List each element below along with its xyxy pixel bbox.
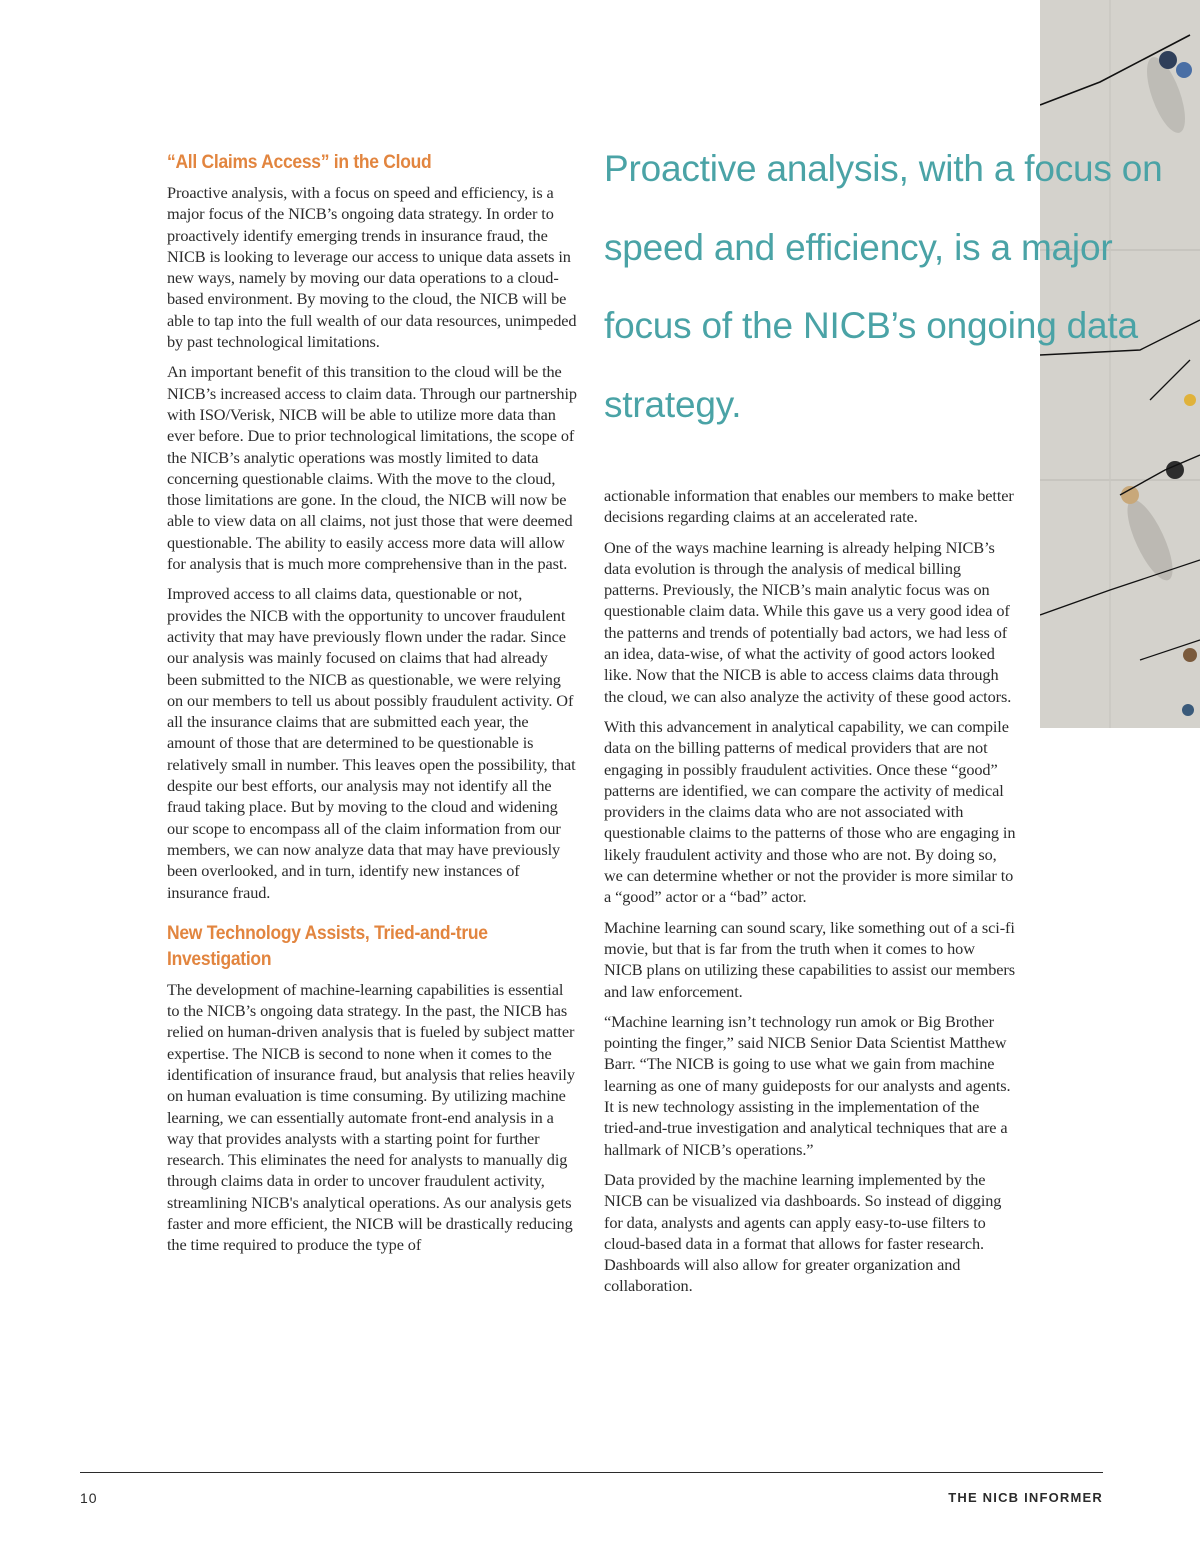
body-paragraph: Data provided by the machine learning implemented by the NICB can be visualized via dashboards. So instead of digging for data, analysts and agents can apply easy-to-use filters to cloud-based data in a format that allows for faster research. Dashboards will also allow for greater organization and collaboration. xyxy=(604,1169,1002,1296)
pull-quote: Proactive analysis, with a focus on speed and efficiency, is a major focus of the NICB’s ongoing data strategy. xyxy=(604,148,1163,425)
body-paragraph: “Machine learning isn’t technology run amok or Big Brother pointing the finger,” said NICB Senior Data Scientist Matthew Barr. “The NICB is going to use what we gain from machine learning as one of many guideposts for our analysts and agents. It is new technology assisting in the implementation of the tried-and-true investigation and analytical techniques that are a hallmark of NICB’s operations.” xyxy=(604,1011,1011,1159)
body-paragraph: The development of machine-learning capabilities is essential to the NICB’s ongoing data strategy. In the past, the NICB has relied on human-driven analysis that is fueled by subject matter expertise. The NICB is second to none when it comes to the identification of insurance fraud, but analysis that relies heavily on human evaluation is time consuming. By utilizing machine learning, we can essentially automate front-end analysis in a way that provides analysts with a starting point for further research. This eliminates the need for analysts to manually dig through claims data in order to uncover fraudulent activity, streamlining NICB's analytical operations. As our analysis gets faster and more efficient, the NICB will be drastically reducing the time required to produce the type of xyxy=(167,979,575,1255)
body-paragraph: An important benefit of this transition to the cloud will be the NICB’s increased access to claim data. Through our partnership with ISO/Verisk, NICB will be able to utilize more data than ever before. Due to prior technological limitations, the scope of the NICB’s analytic operations was mostly limited to data concerning questionable claims. With the move to the cloud, those limitations are gone. In the cloud, the NICB will now be able to view data on all claims, not just those that were deemed questionable. The ability to easily access more data will allow for analysis that is much more comprehensive than in the past. xyxy=(167,362,577,574)
right-column xyxy=(604,485,1016,1306)
publication-name: THE NICB INFORMER xyxy=(948,1490,1103,1505)
page-number: 10 xyxy=(80,1490,98,1506)
body-paragraph: With this advancement in analytical capability, we can compile data on the billing patterns of medical providers that are not engaging in possibly fraudulent activities. Once these “good” patterns are identified, we can compare the activity of medical providers in the claims data who are not associated with questionable claims to the patterns of those who are engaging in likely fraudulent activity and those who are not. By doing so, we can determine whether or not the provider is more similar to a “good” actor or a “bad” actor. xyxy=(604,716,1016,907)
body-paragraph: One of the ways machine learning is already helping NICB’s data evolution is through the analysis of medical billing patterns. Previously, the NICB’s main analytic focus was on questionable claim data. While this gave us a very good idea of the patterns and trends of potentially bad actors, we had less of an idea, data-wise, of what the activity of good actors looked like. Now that the NICB is able to access claims data through the cloud, we can also analyze the activity of these good actors. xyxy=(604,537,1012,706)
section-heading: New Technology Assists, Tried-and-true Investigation xyxy=(167,922,488,970)
footer-rule xyxy=(80,1472,1103,1473)
body-paragraph: Machine learning can sound scary, like something out of a sci-fi movie, but that is far from the truth when it comes to how NICB plans on utilizing these capabilities to assist our members and law enforcement. xyxy=(604,917,1015,1001)
left-column xyxy=(167,150,579,1265)
body-paragraph: Proactive analysis, with a focus on speed and efficiency, is a major focus of the NICB’s ongoing data strategy. In order to proactively identify emerging trends in insurance fraud, the NICB is looking to leverage our access to unique data assets in new ways, namely by moving our data operations to a cloud-based environment. By moving to the cloud, the NICB will be able to tap into the full wealth of our data resources, unimpeded by past technological limitations. xyxy=(167,183,577,352)
section-heading: “All Claims Access” in the Cloud xyxy=(167,152,432,173)
body-paragraph: actionable information that enables our members to make better decisions regarding claims at an accelerated rate. xyxy=(604,486,1014,527)
body-paragraph: Improved access to all claims data, questionable or not, provides the NICB with the opportunity to uncover fraudulent activity that may have previously flown under the radar. Since our analysis was mainly focused on claims that had already been submitted to the NICB as questionable, we were relying on our members to tell us about possibly fraudulent activity. Of all the insurance claims that are submitted each year, the amount of those that are determined to be questionable is relatively small in number. This leaves open the possibility, that despite our best efforts, our analysis may not identify all the fraud taking place. But by moving to the cloud and widening our scope to encompass all of the claim information from our members, we can now analyze data that may have previously been overlooked, and in turn, identify new instances of insurance fraud. xyxy=(167,584,576,902)
